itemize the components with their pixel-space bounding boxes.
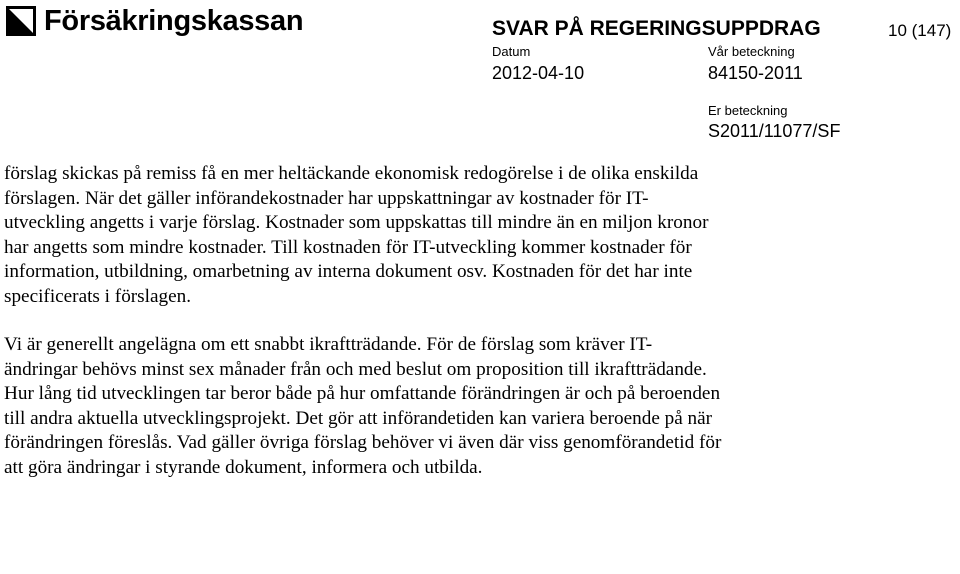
datum-label: Datum	[492, 44, 531, 59]
logo-text: Försäkringskassan	[44, 4, 304, 37]
var-beteckning-value: 84150-2011	[708, 63, 803, 83]
er-beteckning-label: Er beteckning	[708, 103, 788, 118]
logo	[6, 6, 303, 36]
document-body	[4, 162, 724, 480]
body-paragraph: Vi är generellt angelägna om ett snabbt ikraftträdande. För de förslag som kräver IT-ändringar behövs minst sex månader från och med beslut om proposition till ikraftträdande. Hur lång tid utvecklingen tar beror både på hur omfattande förändringen är och på beroenden till andra aktuella utvecklingsprojekt. Det gör att införandetiden kan variera beroende på när förändringen föreslås. Vad gäller övriga förslag behöver vi även där viss genomförandetid för att göra ändringar i styrande dokument, informera och utbilda.	[4, 334, 722, 478]
er-beteckning-value: S2011/11077/SF	[708, 121, 841, 141]
var-beteckning-label: Vår beteckning	[708, 44, 795, 59]
logo-mark-icon	[6, 6, 36, 36]
datum-value: 2012-04-10	[492, 63, 585, 83]
body-paragraph: förslag skickas på remiss få en mer heltäckande ekonomisk redogörelse i de olika enskilda förslagen. När det gäller införandekostnader har uppskattningar av kostnader för IT-utveckling angetts i varje förslag. Kostnader som uppskattas till mindre än en miljon kronor har angetts som mindre kostnader. Till kostnaden för IT-utveckling kommer kostnader för information, utbildning, omarbetning av interna dokument osv. Kostnaden för det har inte specificerats i förslagen.	[4, 163, 709, 307]
document-title: SVAR PÅ REGERINGSUPPDRAG	[492, 17, 821, 40]
page-number: 10 (147)	[888, 21, 952, 40]
